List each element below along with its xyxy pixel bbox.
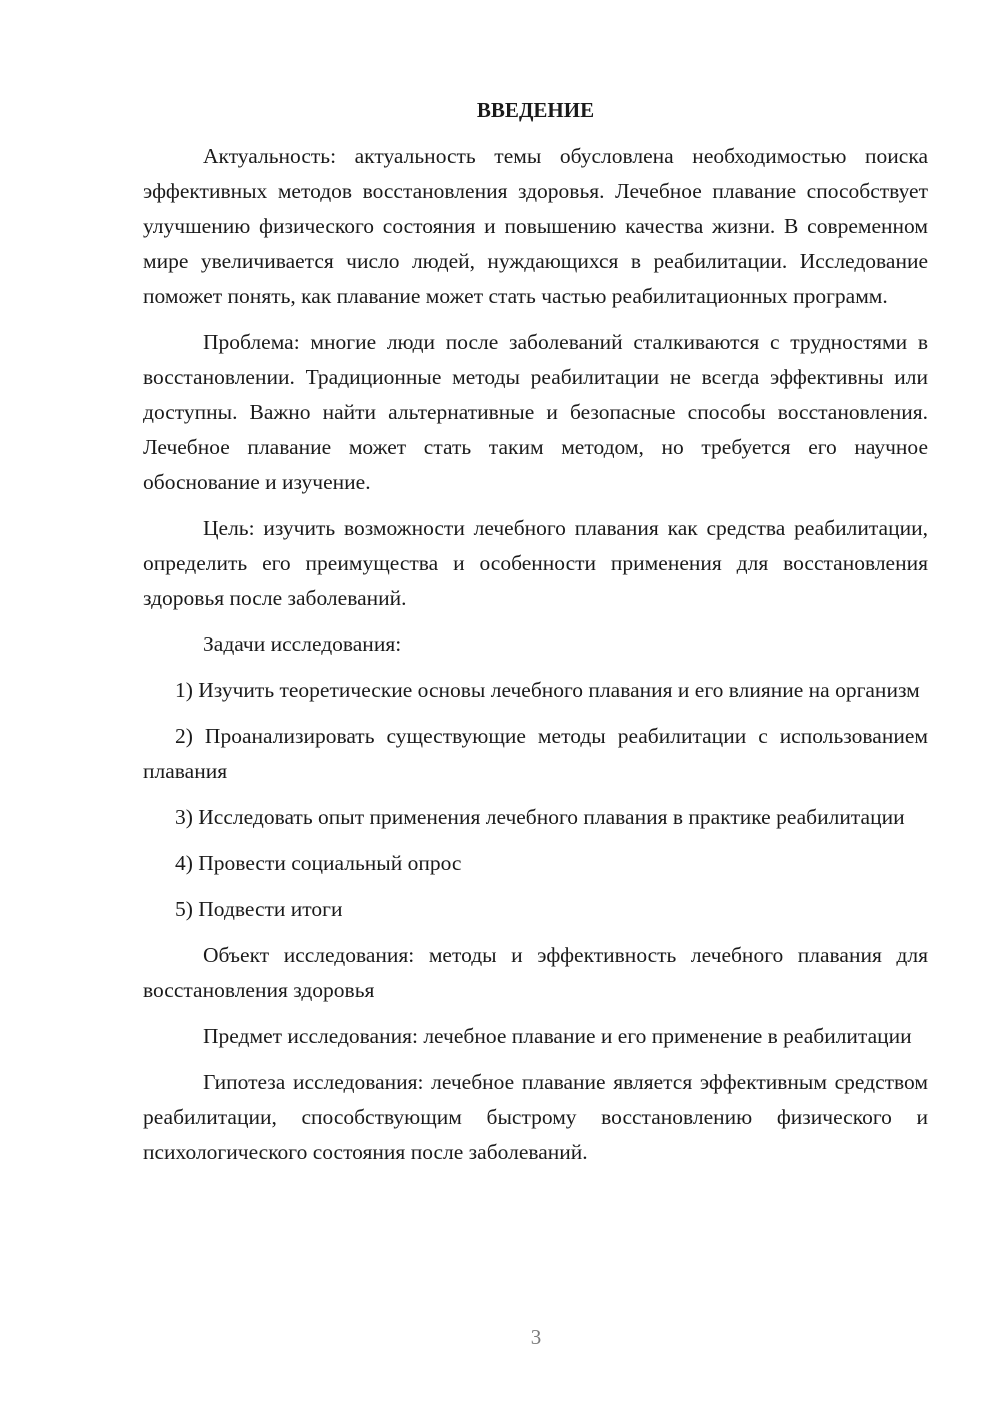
task-item: 4) Провести социальный опрос	[175, 851, 462, 875]
object-paragraph: Объект исследования: методы и эффективность лечебного плавания для восстановления здоровья	[143, 943, 928, 1002]
goal-paragraph: Цель: изучить возможности лечебного плавания как средства реабилитации, определить его преимущества и особенности применения для восстановления здоровья после заболеваний.	[143, 516, 928, 610]
subject-paragraph: Предмет исследования: лечебное плавание и его применение в реабилитации	[203, 1024, 912, 1048]
task-item: 1) Изучить теоретические основы лечебного плавания и его влияние на организм	[175, 678, 920, 702]
section-heading: ВВЕДЕНИЕ	[476, 98, 595, 122]
page-number: 3	[530, 1325, 542, 1349]
problem-paragraph: Проблема: многие люди после заболеваний сталкиваются с трудностями в восстановлении. Традиционные методы реабилитации не всегда эффективны или доступны. Важно найти альтернативные и безопасные способы восстановления. Лечебное плавание может стать таким методом, но требуется его научное обоснование и изучение.	[143, 330, 928, 494]
tasks-intro: Задачи исследования:	[203, 632, 402, 656]
task-item: 5) Подвести итоги	[175, 897, 343, 921]
hypothesis-paragraph: Гипотеза исследования: лечебное плавание является эффективным средством реабилитации, способствующим быстрому восстановлению физического и психологического состояния после заболеваний.	[143, 1070, 928, 1164]
relevance-paragraph: Актуальность: актуальность темы обусловлена необходимостью поиска эффективных методов восстановления здоровья. Лечебное плавание способствует улучшению физического состояния и повышению качества жизни. В современном мире увеличивается число людей, нуждающихся в реабилитации. Исследование поможет понять, как плавание может стать частью реабилитационных программ.	[143, 144, 928, 308]
task-item: 2) Проанализировать существующие методы реабилитации с использованием плавания	[143, 724, 928, 783]
task-list	[143, 673, 928, 927]
task-item: 3) Исследовать опыт применения лечебного плавания в практике реабилитации	[175, 805, 905, 829]
page-content	[143, 95, 928, 1181]
